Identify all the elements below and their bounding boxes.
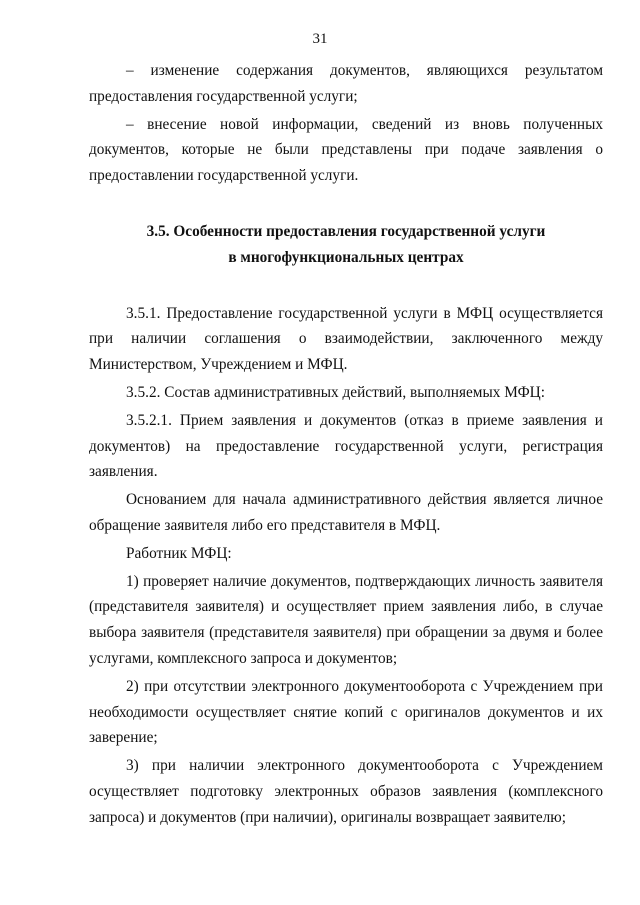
paragraph-3-5-2-1: 3.5.2.1. Прием заявления и документов (отказ в приеме заявления и документов) на предоставление государственной услуги, регистрация заявления. bbox=[89, 411, 603, 481]
section-heading-line2: в многофункциональных центрах bbox=[228, 248, 464, 266]
list-item-2: 2) при отсутствии электронного документооборота с Учреждением при необходимости осуществляет снятие копий с оригиналов документов и их заверение; bbox=[89, 677, 603, 747]
paragraph-change-content: – изменение содержания документов, являющихся результатом предоставления государственной услуги; bbox=[89, 62, 603, 105]
paragraph-new-information: – внесение новой информации, сведений из вновь полученных документов, которые не были представлены при подаче заявления о предоставлении государственной услуги. bbox=[89, 115, 603, 185]
page-number: 31 bbox=[312, 31, 328, 47]
paragraph-3-5-1: 3.5.1. Предоставление государственной услуги в МФЦ осуществляется при наличии соглашения о взаимодействии, заключенного между Министерством, Учреждением и МФЦ. bbox=[89, 304, 603, 374]
section-heading bbox=[89, 219, 603, 271]
paragraph-mfc-worker: Работник МФЦ: bbox=[126, 544, 232, 562]
list-item-1: 1) проверяет наличие документов, подтверждающих личность заявителя (представителя заявителя) и осуществляет прием заявления либо, в случае выбора заявителя (представителя заявителя) при обращении за двумя и более услугами, комплексного запроса и документов; bbox=[89, 572, 603, 667]
document-body bbox=[89, 58, 603, 831]
paragraph-3-5-2: 3.5.2. Состав административных действий, выполняемых МФЦ: bbox=[126, 383, 545, 401]
section-heading-line1: 3.5. Особенности предоставления государственной услуги bbox=[146, 222, 546, 240]
paragraph-basis: Основанием для начала административного действия является личное обращение заявителя либо его представителя в МФЦ. bbox=[89, 491, 603, 534]
list-item-3: 3) при наличии электронного документооборота с Учреждением осуществляет подготовку электронных образов заявления (комплексного запроса) и документов (при наличии), оригиналы возвращает заявителю; bbox=[89, 757, 603, 826]
